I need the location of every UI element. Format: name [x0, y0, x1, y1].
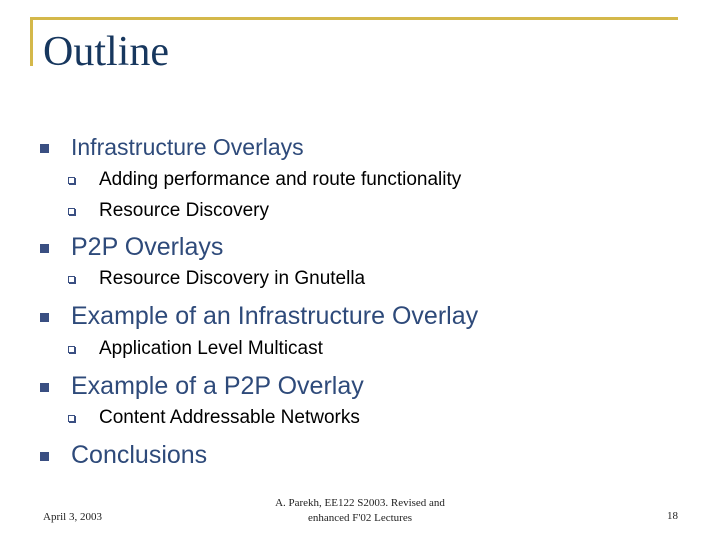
sub-bullet-text: Resource Discovery in Gnutella [99, 268, 366, 289]
hollow-square-bullet-icon [68, 276, 75, 283]
square-bullet-icon [40, 244, 49, 253]
square-bullet-icon [40, 144, 49, 153]
square-bullet-icon [40, 313, 49, 322]
bullet-text: Conclusions [71, 441, 208, 469]
hollow-square-bullet-icon [68, 177, 75, 184]
bullet-text: Example of an Infrastructure Overlay [71, 302, 479, 330]
hollow-square-bullet-icon [68, 208, 75, 215]
sub-bullet-text: Application Level Multicast [99, 338, 323, 359]
bullet-text: P2P Overlays [71, 233, 224, 261]
slide-title: Outline [43, 29, 169, 75]
footer-date: April 3, 2003 [43, 511, 102, 523]
sub-bullet-text: Resource Discovery [99, 200, 269, 221]
bullet-text: Infrastructure Overlays [71, 134, 304, 160]
sub-bullet-text: Content Addressable Networks [99, 407, 360, 428]
hollow-square-bullet-icon [68, 415, 75, 422]
square-bullet-icon [40, 452, 49, 461]
hollow-square-bullet-icon [68, 346, 75, 353]
bullet-text: Example of a P2P Overlay [71, 372, 364, 400]
sub-bullet-text: Adding performance and route functionality [99, 169, 462, 190]
footer-center-text: A. Parekh, EE122 S2003. Revised and enhanced F'02 Lectures [275, 497, 445, 524]
square-bullet-icon [40, 383, 49, 392]
page-number: 18 [667, 510, 678, 522]
